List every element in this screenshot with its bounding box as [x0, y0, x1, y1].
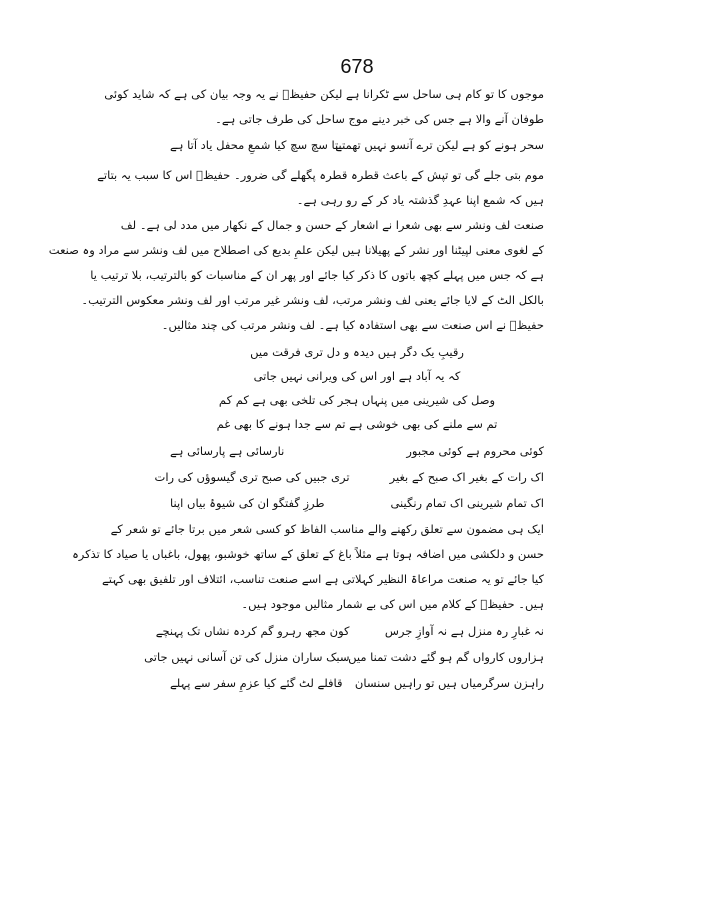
hemistich-second: سبک ساران منزل کی تن آسانی نہیں جاتی: [144, 650, 350, 664]
hemistich-second: نارسائی ہے پارسائی ہے: [170, 444, 285, 458]
hemistich-second: بتا سچ سچ کیا شمعِ محفل یاد آتا ہے: [170, 138, 342, 152]
text-line: موم بتی جلے گی تو تپش کے باعث قطرہ قطرہ پگھلے گی ضرور۔ حفیظؔ اس کا سبب یہ بتاتے: [97, 168, 544, 182]
hemistich-second: تری جبیں کی صبح تری گیسوؤں کی رات: [154, 470, 350, 484]
paragraph-waves: [104, 82, 544, 132]
text-line: طوفان آنے والا ہے جس کی خبر دینے موج ساحل کی طرف جاتی ہے۔: [215, 112, 544, 126]
verse-line: وصل کی شیرینی میں پنہاں ہجر کی تلخی بھی ہے کم کم: [218, 393, 496, 407]
verse-line: رقیبِ یک دگر ہیں دیدہ و دل تری فرقت میں: [250, 345, 464, 359]
text-line: بالکل الٹ کے لایا جائے یعنی لف ونشر مرتب، لف ونشر غیر مرتب اور لف ونشر معکوس الترتیب۔: [81, 293, 544, 307]
couplet: [144, 644, 544, 670]
text-line: کے لغوی معنی لپیٹنا اور نشر کے پھیلانا ہیں لیکن علمِ بدیع کی اصطلاح میں لف ونشر سے مراد وہ صنعت: [48, 243, 544, 257]
verse-line: تم سے ملنے کی بھی خوشی ہے تم سے جدا ہونے کا بھی غم: [216, 417, 498, 431]
couplet: [155, 618, 544, 644]
paragraph-laff-o-nashr: [48, 213, 544, 338]
couplets-group-b: [144, 618, 544, 696]
hemistich-second: کون مجھ رہرو گم کردہ نشاں تک پہنچے: [155, 624, 350, 638]
couplet: [170, 670, 544, 696]
text-line: ہے کہ جس میں پہلے کچھ باتوں کا ذکر کیا جائے اور پھر ان کے مناسبات کو بالترتیب، بلا ترتیب یا: [90, 268, 544, 282]
hemistich-first: سحر ہونے کو ہے لیکن ترے آنسو نہیں تھمتے: [335, 138, 544, 152]
text-line: ہیں۔ حفیظؔ کے کلام میں اس کی بے شمار مثالیں موجود ہیں۔: [241, 597, 544, 611]
hemistich-first: کوئی محروم ہے کوئی مجبور: [406, 444, 544, 458]
paragraph-candle: [97, 163, 544, 213]
text-line: حسن و دلکشی میں اضافہ ہوتا ہے مثلاً باغ کے تعلق کے ساتھ خوشبو، پھول، باغباں یا صیاد کا تذکرہ: [72, 547, 544, 561]
paragraph-muraat-un-nazir: [72, 517, 544, 617]
couplets-group-a: [154, 438, 544, 516]
text-line: صنعت لف ونشر سے بھی شعرا نے اشعار کے حسن و جمال کے نکھار میں مدد لی ہے۔ لف: [120, 218, 544, 232]
couplet: [170, 490, 544, 516]
couplet: [170, 438, 544, 464]
couplet: [154, 464, 544, 490]
couplet-dawn: [170, 132, 544, 158]
hemistich-first: ہزاروں کارواں گم ہو گئے دشت تمنا میں: [348, 650, 544, 664]
hemistich-first: راہزن سرگرمیاں ہیں تو راہیں سنسان: [354, 676, 544, 690]
hemistich-first: اک رات کے بغیر اک صبح کے بغیر: [389, 470, 544, 484]
text-line: ہیں کہ شمع اپنا عہدِ گذشتہ یاد کر کے رو رہی ہے۔: [296, 193, 544, 207]
couplet: [170, 132, 544, 158]
text-line: موجوں کا تو کام ہی ساحل سے ٹکرانا ہے لیکن حفیظؔ نے یہ وجہ بیان کی ہے کہ شاید کوئی: [104, 87, 544, 101]
verse-group-centered: [170, 340, 544, 436]
page-number: 678: [340, 56, 374, 78]
verse-line: کہ یہ آباد ہے اور اس کی ویرانی نہیں جاتی: [253, 369, 461, 383]
text-line: حفیظؔ نے اس صنعت سے بھی استفادہ کیا ہے۔ لف ونشر مرتب کی چند مثالیں۔: [161, 318, 544, 332]
text-line: کیا جائے تو یہ صنعت مراعاۃ النظیر کہلاتی ہے اسے صنعت تناسب، ائتلاف اور تلفیق بھی کہتے: [101, 572, 544, 586]
hemistich-second: طرزِ گفتگو ان کی شیوۂ بیاں اپنا: [170, 496, 325, 510]
hemistich-second: قافلے لٹ گئے کیا عزمِ سفر سے پہلے: [170, 676, 343, 690]
hemistich-first: اک تمام شیرینی اک تمام رنگینی: [390, 496, 544, 510]
hemistich-first: نہ غبارِ رہ منزل ہے نہ آوازِ جرس: [384, 624, 544, 638]
text-line: ایک ہی مضمون سے تعلق رکھنے والے مناسب الفاظ کو کسی شعر میں برتا جائے تو شعر کے: [110, 522, 544, 536]
